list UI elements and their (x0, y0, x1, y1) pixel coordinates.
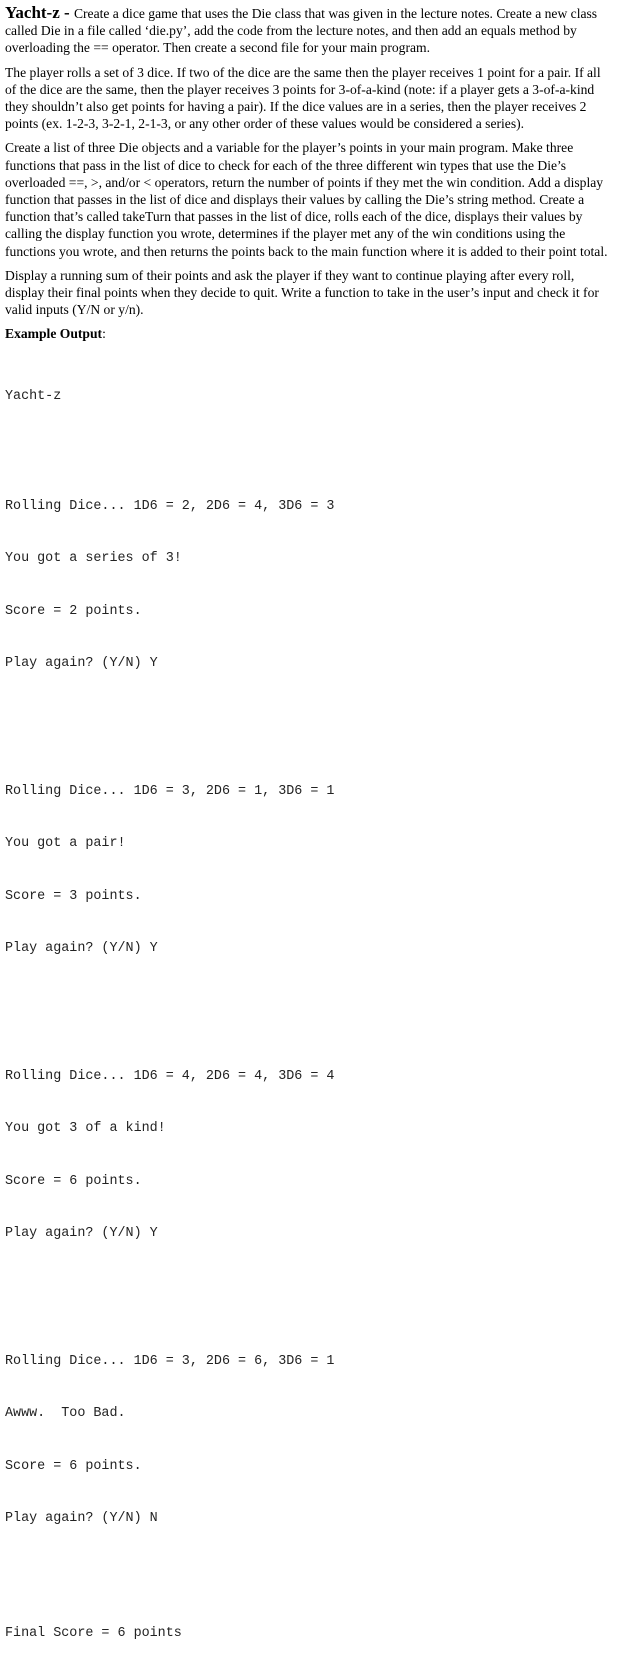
console-round-block (5, 748, 614, 993)
console-score-line: Score = 6 points. (5, 1458, 142, 1474)
running-sum-paragraph: Display a running sum of their points and ask the player if they want to continue playing after every roll, display their final points when they decide to quit. Write a function to take in the user’s input and check it for valid inputs (Y/N or y/n). (5, 267, 599, 318)
console-result-line: Awww. Too Bad. (5, 1406, 126, 1422)
console-score-line: Score = 3 points. (5, 888, 142, 904)
console-result-line: You got a pair! (5, 836, 126, 852)
intro-text: Create a dice game that uses the Die class that was given in the lecture notes. Create a new class called Die in a file called ‘die.py’, add the code from the lecture notes, and then add an equals method by overloading the == operator. Then create a second file for your main program. (5, 6, 598, 56)
console-result-line: You got a series of 3! (5, 551, 182, 567)
console-header: Yacht-z (5, 388, 62, 404)
console-prompt-line: Play again? (Y/N) Y (5, 656, 158, 672)
console-round-block (5, 463, 614, 708)
console-score-line: Score = 2 points. (5, 603, 142, 619)
console-round-block (5, 1033, 614, 1278)
example-output-colon: : (102, 326, 106, 342)
assignment-title: Yacht-z (5, 3, 60, 22)
example-output-label: Example Output (5, 326, 103, 342)
example-output-console (5, 353, 614, 1678)
intro-paragraph (5, 4, 614, 57)
console-header-block (5, 388, 614, 406)
console-prompt-line: Play again? (Y/N) N (5, 1511, 158, 1527)
console-prompt-line: Play again? (Y/N) Y (5, 941, 158, 957)
rules-paragraph: The player rolls a set of 3 dice. If two of the dice are the same then the player receives 1 point for a pair. If all of the dice are the same, then the player receives 3 points for 3-of-a-kind (note: if a player gets a 3-of-a-kind they shouldn’t also get points for having a pair). If the dice values are in a series, then the player receives 2 points (ex. 1-2-3, 3-2-1, 2-1-3, or any other order of these values would be considered a series). (5, 64, 601, 132)
console-round-block (5, 1318, 614, 1563)
console-final-score: Final Score = 6 points (5, 1626, 182, 1642)
title-separator: - (59, 3, 74, 22)
implementation-paragraph: Create a list of three Die objects and a variable for the player’s points in your main program. Make three functions that pass in the list of dice to check for each of the three different win types that use the Die’s overloaded ==, >, and/or < operators, return the number of points if they met the win condition. Add a display function that passes in the list of dice and displays their values by calling the Die’s string method. Create a function that’s called takeTurn that passes in the list of dice, rolls each of the dice, displays their values by calling the display function you wrote, determines if the player met any of the win conditions using the functions you wrote, and then returns the points back to the main function where it is added to their point total. (5, 140, 608, 259)
console-score-line: Score = 6 points. (5, 1173, 142, 1189)
console-roll-line: Rolling Dice... 1D6 = 3, 2D6 = 6, 3D6 = 1 (5, 1353, 335, 1369)
console-prompt-line: Play again? (Y/N) Y (5, 1226, 158, 1242)
example-output-heading (5, 325, 614, 342)
console-roll-line: Rolling Dice... 1D6 = 2, 2D6 = 4, 3D6 = 3 (5, 498, 335, 514)
console-roll-line: Rolling Dice... 1D6 = 4, 2D6 = 4, 3D6 = 4 (5, 1068, 335, 1084)
console-roll-line: Rolling Dice... 1D6 = 3, 2D6 = 1, 3D6 = 1 (5, 783, 335, 799)
console-result-line: You got 3 of a kind! (5, 1121, 166, 1137)
